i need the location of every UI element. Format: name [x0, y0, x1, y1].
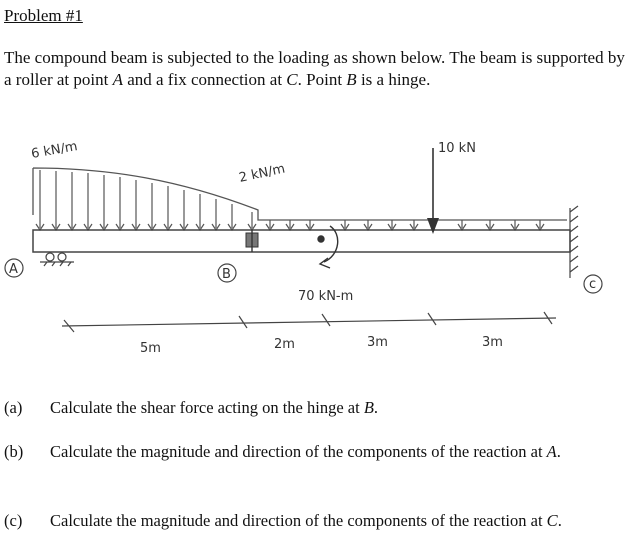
moment-arrow: [318, 226, 338, 268]
label-b: B: [222, 267, 231, 282]
dimension-load-c: 3m: [482, 335, 503, 350]
load-label-left: 6 kN/m: [30, 139, 79, 162]
question-a-point: B: [363, 398, 374, 417]
label-c: c: [589, 277, 597, 292]
question-c-point: C: [546, 511, 558, 530]
question-b-text: [50, 441, 635, 462]
intro-text-1: The compound beam is subjected to the loading as shown below. The beam is supported by a roller at point: [4, 48, 625, 89]
point-load-arrow: [427, 148, 439, 234]
dimension-ab: 5m: [140, 341, 161, 355]
dimension-moment-load: 3m: [367, 335, 388, 350]
question-b-end: .: [556, 442, 561, 461]
question-c-end: .: [557, 511, 562, 530]
problem-title: Problem #1: [4, 6, 83, 25]
question-a-label: (a): [4, 398, 23, 417]
load-label-mid: 2 kN/m: [237, 161, 287, 186]
moment-label: 70 kN-m: [298, 289, 354, 304]
intro-point-a: A: [112, 70, 123, 89]
question-c-text: [50, 510, 635, 531]
load-arrows: [36, 170, 544, 230]
problem-statement: [4, 47, 634, 91]
question-a-text: [50, 397, 635, 418]
question-c-body: Calculate the magnitude and direction of the components of the reaction at: [50, 511, 547, 530]
question-b-body: Calculate the magnitude and direction of the components of the reaction at: [50, 442, 547, 461]
intro-point-c: C: [286, 70, 298, 89]
question-a-body: Calculate the shear force acting on the hinge at: [50, 398, 364, 417]
beam-diagram: [0, 120, 639, 355]
dimension-b-moment: 2m: [274, 337, 295, 352]
label-a: A: [9, 262, 18, 277]
question-b-label: (b): [4, 442, 24, 461]
question-a-end: .: [373, 398, 379, 417]
intro-text-4: is a hinge.: [356, 70, 431, 89]
fixed-support-c: [570, 206, 578, 278]
distributed-load-outline: [33, 168, 567, 220]
intro-text-3: . Point: [297, 70, 347, 89]
beam: [33, 230, 570, 252]
roller-support-a: [40, 253, 74, 266]
question-b-point: A: [546, 442, 557, 461]
intro-text-2: and a fix connection at: [122, 70, 287, 89]
intro-point-b: B: [346, 70, 357, 89]
question-c-label: (c): [4, 511, 23, 530]
point-load-label: 10 kN: [438, 141, 476, 156]
dimension-line: [62, 312, 556, 332]
